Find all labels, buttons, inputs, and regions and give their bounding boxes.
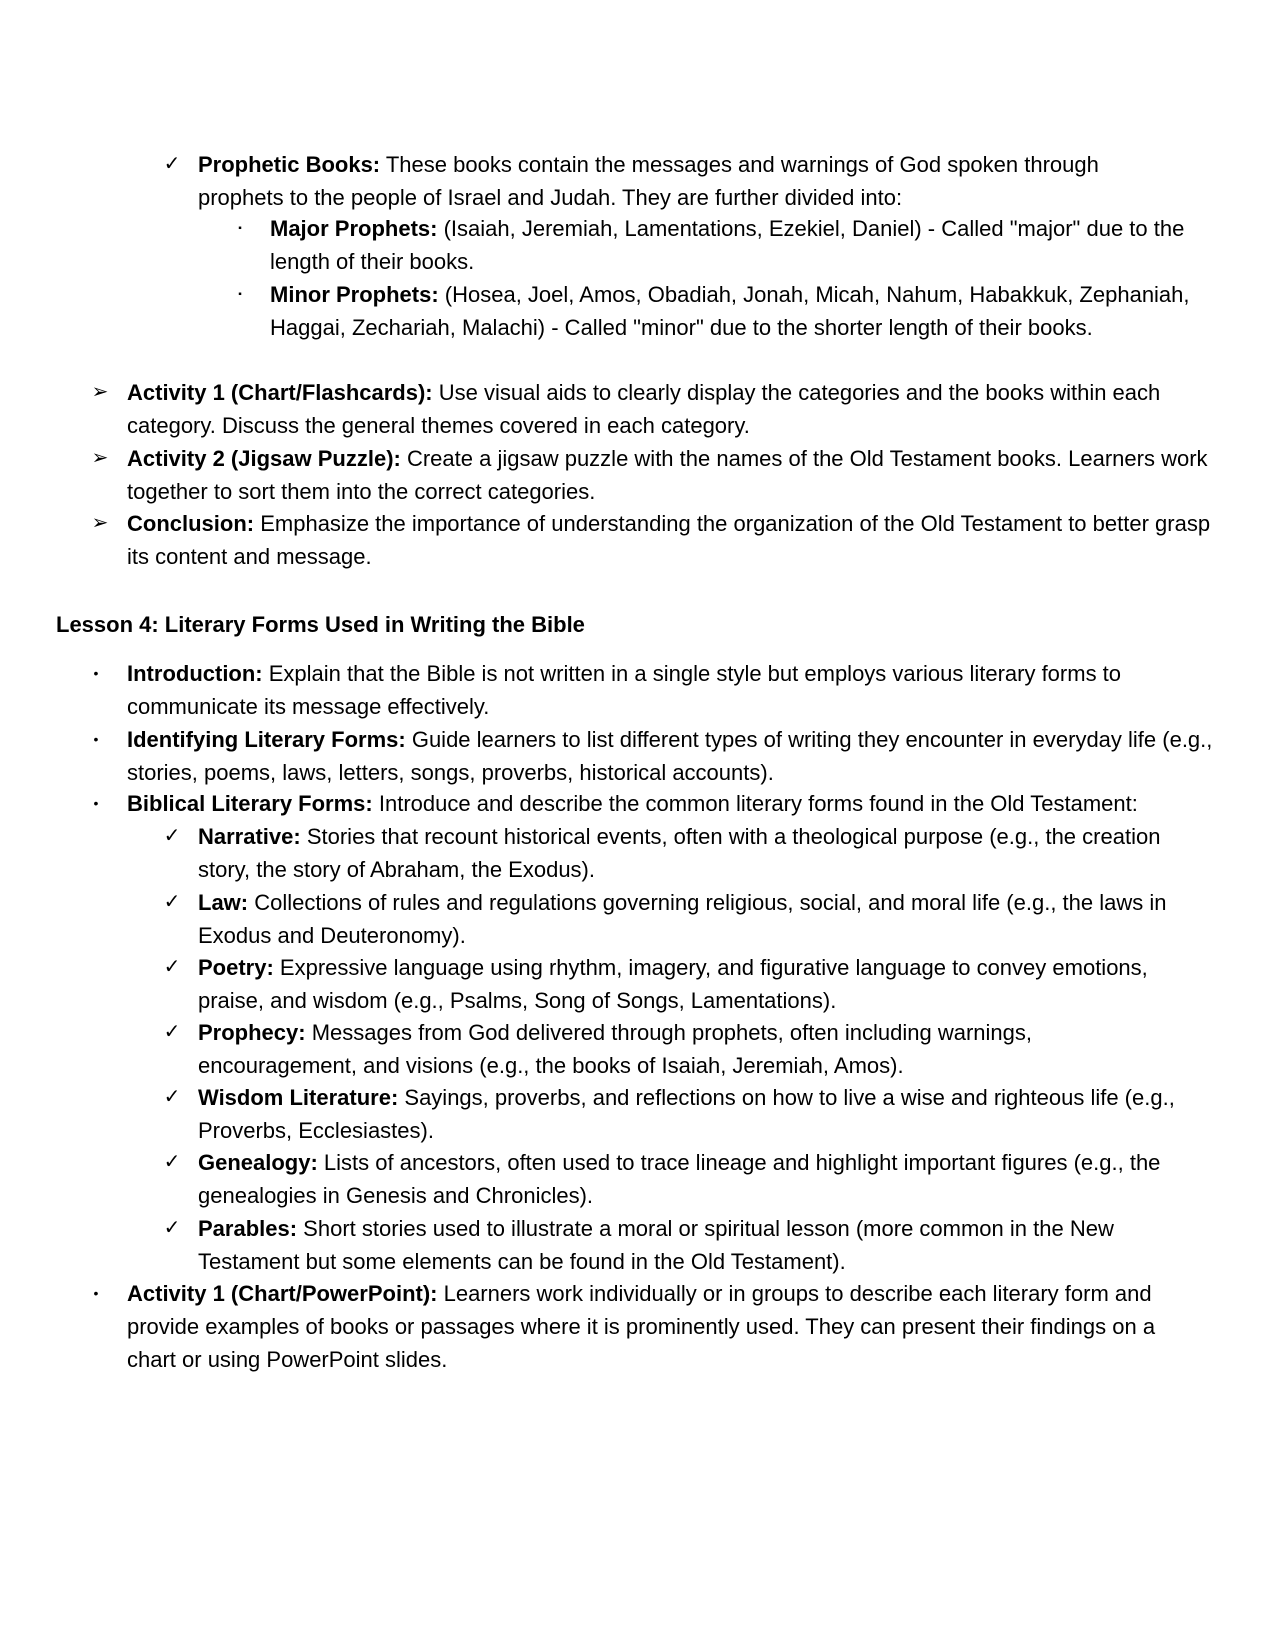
biblical-forms-item xyxy=(84,787,1224,820)
parables-item xyxy=(160,1212,1190,1278)
introduction-text: Explain that the Bible is not written in a single style but employs various literary forms to communicate its message effectively. xyxy=(127,661,1122,719)
identifying-forms-item xyxy=(84,723,1218,789)
conclusion-item xyxy=(88,507,1218,573)
check-icon: ✓ xyxy=(163,956,181,978)
genealogy-text: Lists of ancestors, often used to trace lineage and highlight important figures (e.g., the genealogies in Genesis and Chronicles). xyxy=(198,1150,1161,1208)
round-bullet-icon: • xyxy=(93,1285,99,1301)
identifying-forms-label: Identifying Literary Forms: xyxy=(127,727,406,752)
round-bullet-icon: • xyxy=(93,795,99,811)
identifying-forms-text: Guide learners to list different types of writing they encounter in everyday life (e.g., stories, poems, laws, letters, songs, proverbs, historical accounts). xyxy=(127,727,1213,785)
activity1-powerpoint-item xyxy=(84,1277,1204,1376)
activity2-jigsaw-text: Create a jigsaw puzzle with the names of the Old Testament books. Learners work together to sort them into the correct categories. xyxy=(127,446,1208,504)
minor-prophets-text: (Hosea, Joel, Amos, Obadiah, Jonah, Micah, Nahum, Habakkuk, Zephaniah, Haggai, Zechariah, Malachi) - Called "minor" due to the shorter length of their books. xyxy=(270,282,1190,340)
square-bullet-icon: ▪ xyxy=(238,223,242,234)
parables-text: Short stories used to illustrate a moral or spiritual lesson (more common in the New Testament but some elements can be found in the Old Testament). xyxy=(198,1216,1114,1274)
square-bullet-icon: ▪ xyxy=(238,289,242,300)
genealogy-item xyxy=(160,1146,1190,1212)
check-icon: ✓ xyxy=(163,1217,181,1239)
major-prophets-label: Major Prophets: xyxy=(270,216,438,241)
activity1-powerpoint-text: Learners work individually or in groups to describe each literary form and provide examples of books or passages where it is prominently used. They can present their findings on a chart or using PowerPoint slides. xyxy=(127,1281,1156,1372)
prophecy-label: Prophecy: xyxy=(198,1020,306,1045)
parables-label: Parables: xyxy=(198,1216,298,1241)
arrow-bullet-icon: ➢ xyxy=(91,447,109,469)
prophetic-books-item xyxy=(160,148,1160,214)
law-item xyxy=(160,886,1210,952)
major-prophets-text: (Isaiah, Jeremiah, Lamentations, Ezekiel, Daniel) - Called "major" due to the length of their books. xyxy=(270,216,1185,274)
prophetic-books-text: These books contain the messages and warnings of God spoken through prophets to the people of Israel and Judah. They are further divided into: xyxy=(198,152,1099,210)
activity1-powerpoint-label: Activity 1 (Chart/PowerPoint): xyxy=(127,1281,438,1306)
narrative-text: Stories that recount historical events, often with a theological purpose (e.g., the creation story, the story of Abraham, the Exodus). xyxy=(198,824,1161,882)
prophetic-books-label: Prophetic Books: xyxy=(198,152,381,177)
lesson4-heading: Lesson 4: Literary Forms Used in Writing the Bible xyxy=(56,612,585,637)
activity1-flashcards-item xyxy=(88,376,1218,442)
check-icon: ✓ xyxy=(163,1021,181,1043)
poetry-text: Expressive language using rhythm, imagery, and figurative language to convey emotions, praise, and wisdom (e.g., Psalms, Song of Songs, Lamentations). xyxy=(198,955,1148,1013)
conclusion-text: Emphasize the importance of understanding the organization of the Old Testament to better grasp its content and message. xyxy=(127,511,1211,569)
law-label: Law: xyxy=(198,890,249,915)
major-prophets-item xyxy=(228,212,1220,278)
activity1-flashcards-text: Use visual aids to clearly display the categories and the books within each category. Discuss the general themes covered in each category. xyxy=(127,380,1161,438)
narrative-item xyxy=(160,820,1180,886)
genealogy-label: Genealogy: xyxy=(198,1150,318,1175)
introduction-label: Introduction: xyxy=(127,661,263,686)
check-icon: ✓ xyxy=(163,825,181,847)
round-bullet-icon: • xyxy=(93,731,99,747)
biblical-forms-label: Biblical Literary Forms: xyxy=(127,791,373,816)
prophecy-item xyxy=(160,1016,1160,1082)
check-icon: ✓ xyxy=(163,153,181,175)
minor-prophets-label: Minor Prophets: xyxy=(270,282,439,307)
check-icon: ✓ xyxy=(163,1151,181,1173)
activity2-jigsaw-label: Activity 2 (Jigsaw Puzzle): xyxy=(127,446,401,471)
conclusion-label: Conclusion: xyxy=(127,511,255,536)
check-icon: ✓ xyxy=(163,891,181,913)
arrow-bullet-icon: ➢ xyxy=(91,381,109,403)
activity1-flashcards-label: Activity 1 (Chart/Flashcards): xyxy=(127,380,433,405)
poetry-item xyxy=(160,951,1210,1017)
minor-prophets-item xyxy=(228,278,1220,344)
introduction-item xyxy=(84,657,1218,723)
check-icon: ✓ xyxy=(163,1086,181,1108)
biblical-forms-text: Introduce and describe the common literary forms found in the Old Testament: xyxy=(372,791,1138,816)
prophecy-text: Messages from God delivered through prophets, often including warnings, encouragement, and visions (e.g., the books of Isaiah, Jeremiah, Amos). xyxy=(198,1020,1033,1078)
poetry-label: Poetry: xyxy=(198,955,274,980)
wisdom-item xyxy=(160,1081,1190,1147)
activity2-jigsaw-item xyxy=(88,442,1218,508)
narrative-label: Narrative: xyxy=(198,824,301,849)
wisdom-text: Sayings, proverbs, and reflections on how to live a wise and righteous life (e.g., Proverbs, Ecclesiastes). xyxy=(198,1085,1175,1143)
law-text: Collections of rules and regulations governing religious, social, and moral life (e.g., the laws in Exodus and Deuteronomy). xyxy=(198,890,1167,948)
wisdom-label: Wisdom Literature: xyxy=(198,1085,399,1110)
arrow-bullet-icon: ➢ xyxy=(91,512,109,534)
round-bullet-icon: • xyxy=(93,665,99,681)
